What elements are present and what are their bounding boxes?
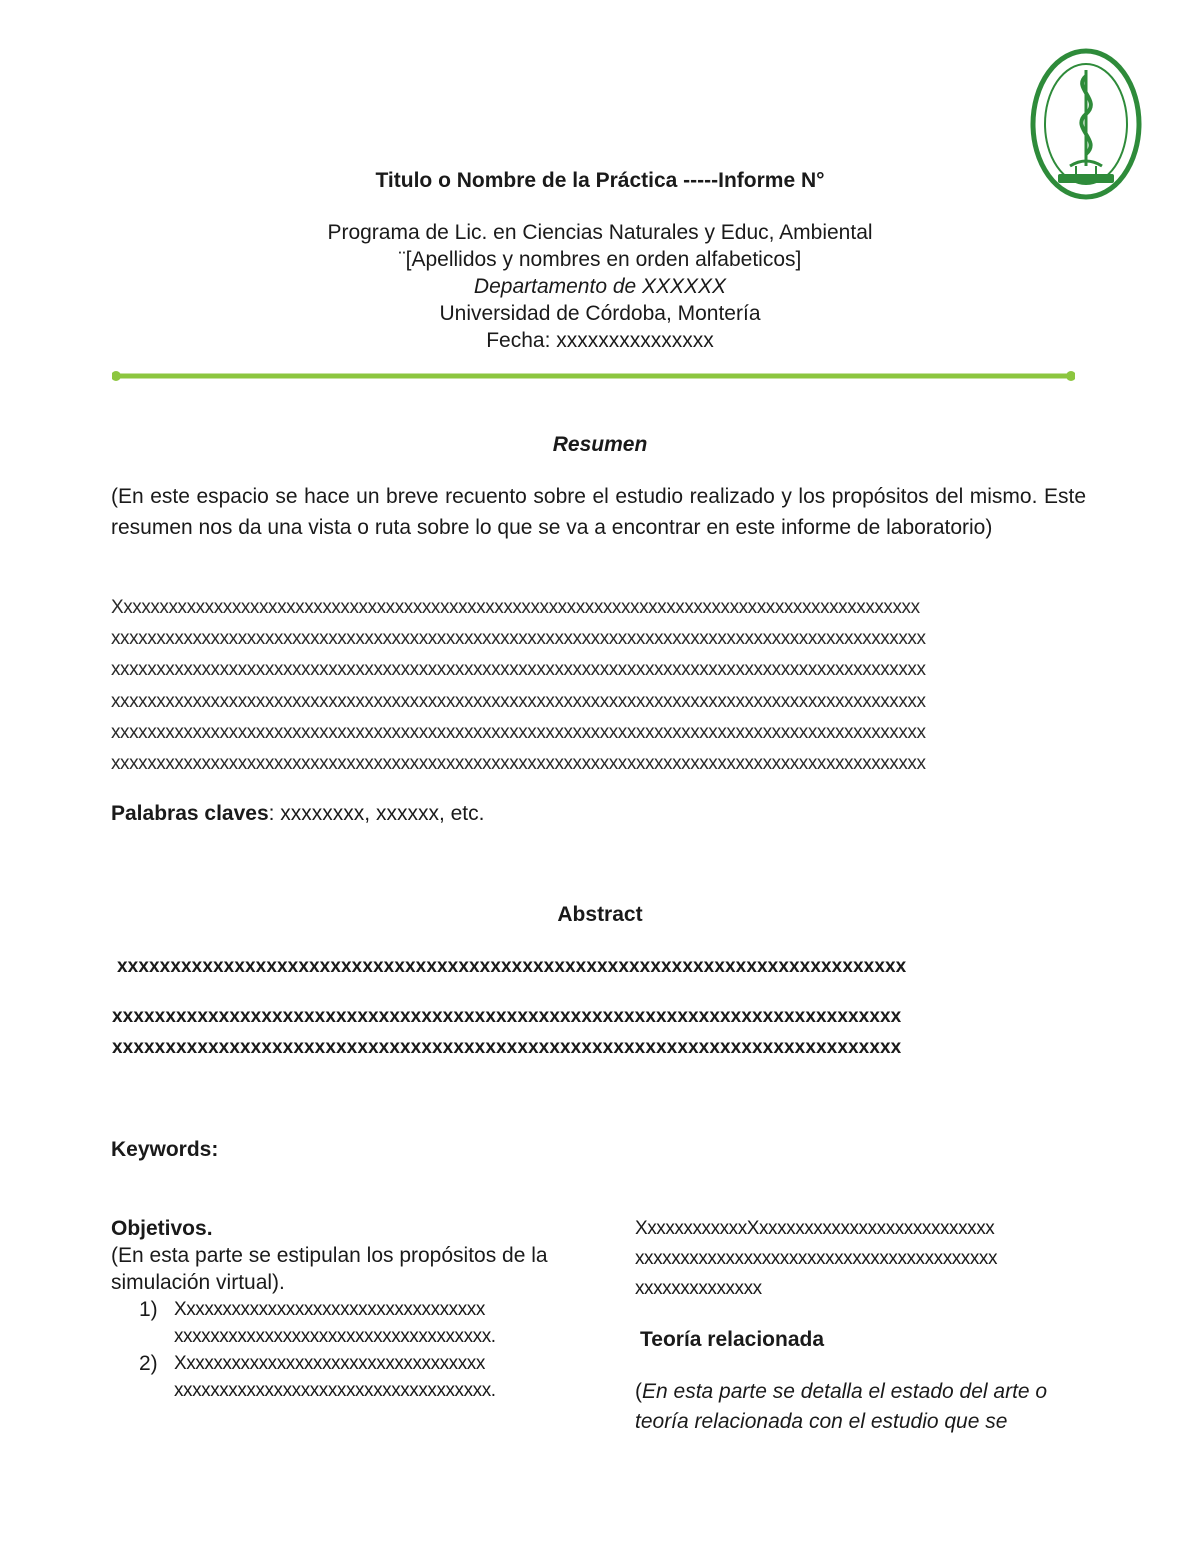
abstract-line: xxxxxxxxxxxxxxxxxxxxxxxxxxxxxxxxxxxxxxxxxxxxxxxxxxxxxxxxxxxxxxxxxxxxxxxxxx <box>112 1006 902 1027</box>
authors-line: ¨[Apellidos y nombres en orden alfabeticos] <box>398 248 802 271</box>
teoria-body: En esta parte se detalla el estado del arte o teoría relacionada con el estudio que se <box>635 1380 1048 1433</box>
department-line: Departamento de XXXXXX <box>473 275 727 298</box>
right-column <box>635 1214 1085 1304</box>
objetivos-intro: (En esta parte se estipulan los propósitos de la simulación virtual). <box>111 1244 548 1294</box>
right-text-line: xxxxxxxxxxxxxx <box>635 1278 762 1299</box>
date-line: Fecha: xxxxxxxxxxxxxxx <box>486 329 714 352</box>
resumen-intro: (En este espacio se hace un breve recuento sobre el estudio realizado y los propósitos del mismo. Este resumen nos da una vista o ruta sobre lo que se va a encontrar en este informe de laboratorio) <box>111 485 1086 539</box>
palabras-claves-label: Palabras claves <box>111 802 269 825</box>
objetivo-line: xxxxxxxxxxxxxxxxxxxxxxxxxxxxxxxxxxx. <box>174 1380 496 1401</box>
palabras-claves-value: : xxxxxxxx, xxxxxx, etc. <box>268 802 485 825</box>
abstract-line: xxxxxxxxxxxxxxxxxxxxxxxxxxxxxxxxxxxxxxxxxxxxxxxxxxxxxxxxxxxxxxxxxxxxxxxxxx <box>117 956 907 977</box>
resumen-line: xxxxxxxxxxxxxxxxxxxxxxxxxxxxxxxxxxxxxxxxxxxxxxxxxxxxxxxxxxxxxxxxxxxxxxxxxxxxxxxxxxxxxxxxxx <box>111 659 926 680</box>
objetivo-item <box>111 1350 561 1404</box>
objetivo-line: xxxxxxxxxxxxxxxxxxxxxxxxxxxxxxxxxxx. <box>174 1326 496 1347</box>
abstract-heading: Abstract <box>557 903 643 926</box>
objetivo-number: 1) <box>139 1298 158 1321</box>
objetivo-line: Xxxxxxxxxxxxxxxxxxxxxxxxxxxxxxxxxx <box>174 1299 485 1320</box>
abstract-line: xxxxxxxxxxxxxxxxxxxxxxxxxxxxxxxxxxxxxxxxxxxxxxxxxxxxxxxxxxxxxxxxxxxxxxxxxx <box>112 1037 902 1058</box>
objetivos-section <box>111 1215 561 1404</box>
university-line: Universidad de Córdoba, Montería <box>439 302 761 325</box>
header-separator <box>112 368 1075 378</box>
resumen-line: xxxxxxxxxxxxxxxxxxxxxxxxxxxxxxxxxxxxxxxxxxxxxxxxxxxxxxxxxxxxxxxxxxxxxxxxxxxxxxxxxxxxxxxxxx <box>111 753 926 774</box>
program-name: Programa de Lic. en Ciencias Naturales y Educ, Ambiental <box>327 221 873 244</box>
palabras-claves <box>111 802 484 826</box>
resumen-line: Xxxxxxxxxxxxxxxxxxxxxxxxxxxxxxxxxxxxxxxxxxxxxxxxxxxxxxxxxxxxxxxxxxxxxxxxxxxxxxxxxxxxxxxxx <box>111 597 920 618</box>
resumen-line: xxxxxxxxxxxxxxxxxxxxxxxxxxxxxxxxxxxxxxxxxxxxxxxxxxxxxxxxxxxxxxxxxxxxxxxxxxxxxxxxxxxxxxxxxx <box>111 722 926 743</box>
teoria-text <box>635 1377 1085 1437</box>
report-title: Titulo o Nombre de la Práctica -----Informe N° <box>375 169 825 192</box>
objetivos-heading: Objetivos. <box>111 1217 213 1240</box>
teoria-heading: Teoría relacionada <box>640 1328 825 1351</box>
objetivo-number: 2) <box>139 1352 158 1375</box>
resumen-heading: Resumen <box>552 433 648 456</box>
objetivo-item <box>111 1296 561 1350</box>
objetivo-line: Xxxxxxxxxxxxxxxxxxxxxxxxxxxxxxxxxx <box>174 1353 485 1374</box>
right-text-line: xxxxxxxxxxxxxxxxxxxxxxxxxxxxxxxxxxxxxxxx <box>635 1248 998 1269</box>
resumen-line: xxxxxxxxxxxxxxxxxxxxxxxxxxxxxxxxxxxxxxxxxxxxxxxxxxxxxxxxxxxxxxxxxxxxxxxxxxxxxxxxxxxxxxxxxx <box>111 691 926 712</box>
resumen-line: xxxxxxxxxxxxxxxxxxxxxxxxxxxxxxxxxxxxxxxxxxxxxxxxxxxxxxxxxxxxxxxxxxxxxxxxxxxxxxxxxxxxxxxxxx <box>111 628 926 649</box>
right-text-line: XxxxxxxxxxxxXxxxxxxxxxxxxxxxxxxxxxxxxxx <box>635 1218 995 1239</box>
teoria-open-paren: ( <box>635 1380 642 1403</box>
keywords-label: Keywords: <box>111 1138 219 1161</box>
